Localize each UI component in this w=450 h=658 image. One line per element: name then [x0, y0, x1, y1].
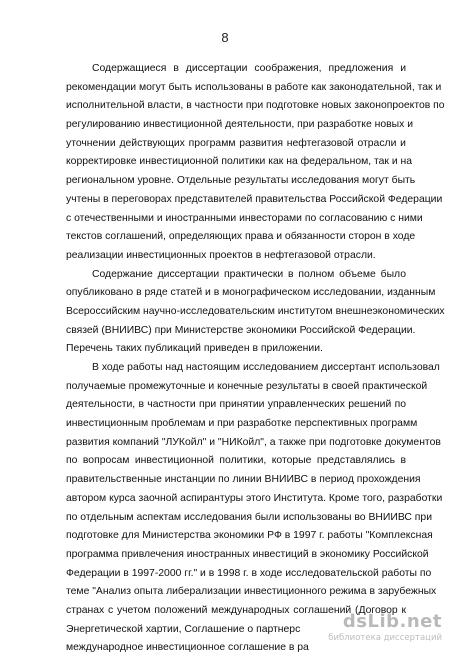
text-line: получаемые промежуточные и конечные результаты в своей практической	[66, 380, 428, 392]
text-line: по вопросам инвестиционной политики, которые представлялись в	[66, 455, 406, 467]
text-line: связей (ВНИИВС) при Министерстве экономики Российской Федерации.	[66, 324, 416, 336]
text-line: Перечень таких публикаций приведен в приложении.	[66, 343, 323, 355]
text-line: исполнительной власти, в частности при подготовке новых законопроектов по	[66, 100, 445, 112]
text-line: инвестиционным проблемам и при разработке перспективных программ	[66, 418, 418, 430]
paragraph-2	[66, 266, 445, 359]
text-line: реализации инвестиционных проектов в нефтегазовой отрасли.	[66, 249, 376, 261]
text-line: Энергетической хартии, Соглашение о партнерс	[66, 623, 301, 635]
text-line: по отдельным аспектам исследования были использованы во ВНИИВС при	[66, 511, 432, 523]
text-line: международное инвестиционное соглашение в ра	[66, 642, 309, 654]
paragraph-1	[66, 60, 445, 266]
watermark-logo: dsLib.net	[342, 611, 442, 632]
watermark	[322, 611, 442, 647]
text-line: теме "Анализ опыта либерализации инвестиционного режима в зарубежных	[66, 586, 437, 598]
text-line: странах с учетом положений международных соглашений (Договор к	[66, 604, 406, 616]
text-line: развития компаний "ЛУКойл" и "НИКойл", а также при подготовке документов	[66, 436, 441, 448]
text-line: опубликовано в ряде статей и в монографическом исследовании, изданным	[66, 287, 436, 299]
text-line: Содержащиеся в диссертации соображения, предложения и	[92, 63, 406, 74]
document-body	[66, 60, 445, 658]
text-line: Федерации в 1997-2000 гг." и в 1998 г. в ходе исследовательской работы по	[66, 567, 432, 579]
text-line: с отечественными и иностранными инвесторами по согласованию с ними	[66, 212, 423, 224]
text-line: подготовке для Министерства экономики РФ в 1997 г. работы "Комплексная	[66, 530, 433, 542]
text-line: правительственные инстанции по линии ВНИИВС в период прохождения	[66, 474, 421, 486]
text-line: автором курса заочной аспирантуры этого Института. Кроме того, разработки	[66, 492, 443, 504]
text-line: рекомендации могут быть использованы в работе как законодательной, так и	[66, 81, 442, 93]
watermark-subtitle: библиотека диссертаций	[328, 633, 442, 643]
text-line: регулированию инвестиционной деятельности, при разработке новых и	[66, 119, 414, 131]
text-line: уточнении действующих программ развития нефтегазовой отрасли и	[66, 137, 406, 149]
text-line: В ходе работы над настоящим исследованием диссертант использовал	[92, 362, 440, 373]
text-line: учтены в переговорах представителей правительства Российской Федерации	[66, 193, 443, 205]
text-line: Содержание диссертации практически в полном объеме было	[92, 268, 406, 280]
text-line: программа привлечения иностранных инвестиций в экономику Российской	[66, 548, 429, 560]
page-number: 8	[221, 30, 229, 45]
text-line: корректировке инвестиционной политики как на федеральном, так и на	[66, 156, 413, 168]
text-line: региональном уровне. Отдельные результаты исследования могут быть	[66, 175, 416, 187]
text-line: деятельности, в частности при принятии управленческих решений по	[66, 399, 406, 411]
text-line: текстов соглашений, определяющих права и обязанности сторон в ходе	[66, 231, 416, 243]
text-line: Всероссийским научно-исследовательским институтом внешнеэкономических	[66, 305, 445, 317]
